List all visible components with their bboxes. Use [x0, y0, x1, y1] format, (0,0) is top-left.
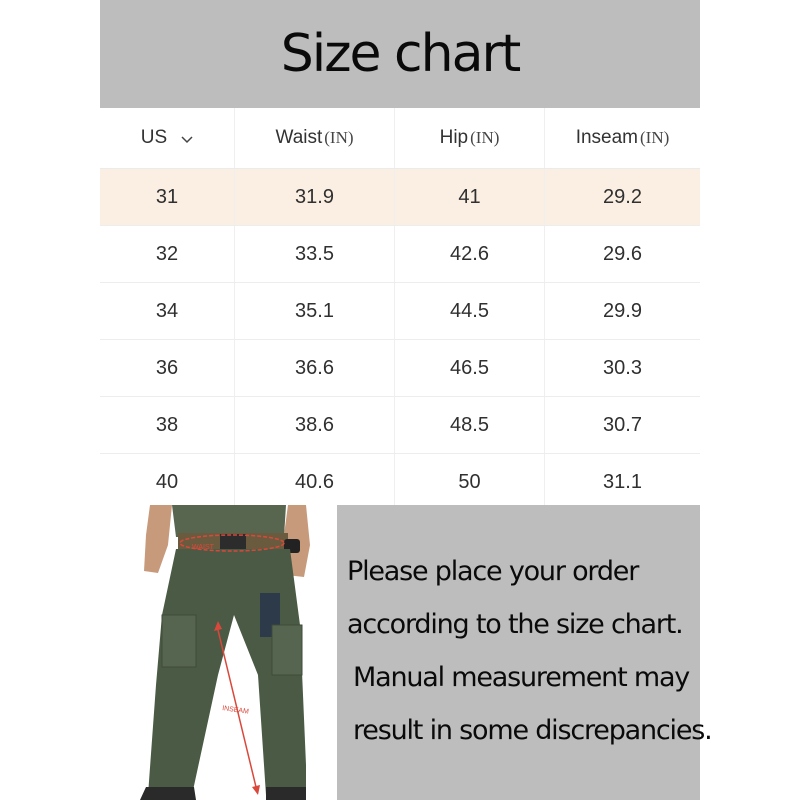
- waist-cell: 33.5: [235, 226, 395, 282]
- hip-cell: 42.6: [395, 226, 545, 282]
- table-row: [100, 454, 700, 510]
- waist-cell: 38.6: [235, 397, 395, 453]
- table-row: [100, 226, 700, 283]
- inseam-cell: 30.7: [603, 413, 642, 436]
- order-notice: [337, 505, 712, 800]
- size-cell: 34: [100, 283, 235, 339]
- hip-cell: 44.5: [395, 283, 545, 339]
- table-row: [100, 397, 700, 454]
- notice-line: Manual measurement may: [353, 662, 690, 693]
- column-header-inseam: Inseam (IN): [575, 127, 670, 148]
- page-title: Size chart: [280, 24, 520, 84]
- waist-cell: 36.6: [235, 340, 395, 396]
- size-table: [100, 108, 700, 510]
- column-header-waist: Waist (IN): [235, 108, 395, 168]
- size-cell: 32: [100, 226, 235, 282]
- notice-line: result in some discrepancies.: [353, 715, 712, 746]
- table-row: [100, 340, 700, 397]
- title-banner: [100, 0, 700, 108]
- chevron-down-icon: [181, 132, 193, 147]
- notice-line: according to the size chart.: [347, 609, 683, 640]
- table-row: [100, 283, 700, 340]
- hip-cell: 50: [395, 454, 545, 510]
- waist-label: WAIST: [192, 544, 214, 551]
- column-header-hip: Hip (IN): [395, 108, 545, 168]
- table-row: [100, 169, 700, 226]
- size-system-label: US: [140, 127, 168, 148]
- inseam-label: INSEAM: [221, 705, 250, 716]
- table-header: [100, 108, 700, 169]
- waist-cell: 35.1: [235, 283, 395, 339]
- waist-cell: 31.9: [235, 169, 395, 225]
- hip-cell: 41: [395, 169, 545, 225]
- hip-cell: 46.5: [395, 340, 545, 396]
- hip-cell: 48.5: [395, 397, 545, 453]
- inseam-cell: 31.1: [603, 470, 642, 493]
- waist-cell: 40.6: [235, 454, 395, 510]
- pants-measurement-illustration: [100, 505, 335, 800]
- inseam-cell: 29.2: [603, 185, 642, 208]
- inseam-cell: 29.9: [603, 299, 642, 322]
- notice-line: Please place your order: [347, 556, 639, 587]
- size-system-dropdown[interactable]: [100, 108, 235, 168]
- size-cell: 31: [100, 169, 235, 225]
- size-cell: 40: [100, 454, 235, 510]
- inseam-cell: 29.6: [603, 242, 642, 265]
- size-cell: 36: [100, 340, 235, 396]
- inseam-cell: 30.3: [603, 356, 642, 379]
- size-cell: 38: [100, 397, 235, 453]
